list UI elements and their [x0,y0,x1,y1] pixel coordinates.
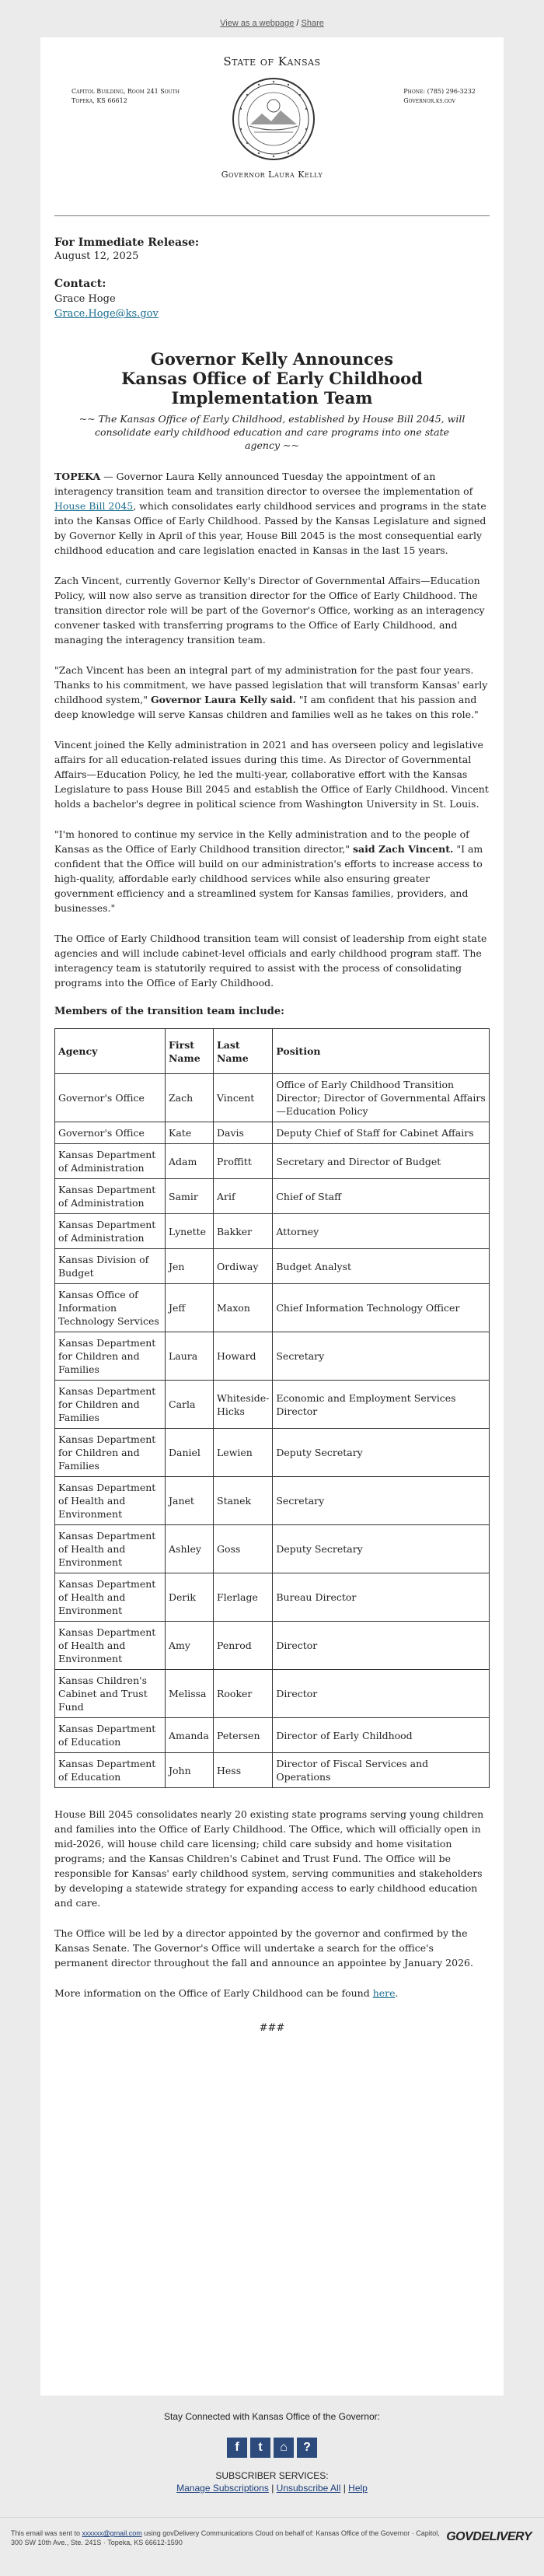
header-first-name: First Name [166,1029,214,1074]
release-label: For Immediate Release: [54,236,200,249]
cell-position: Deputy Secretary [273,1429,490,1477]
pipe-separator-1: | [268,2483,277,2494]
cell-first-name: Melissa [166,1670,214,1718]
cell-position: Director of Fiscal Services and Operations [273,1753,490,1788]
release-date: August 12, 2025 [54,250,139,262]
quote-governor-cont: "I am confident that his passion and deep knowledge will serve Kansas children and families well as he takes on this role." [54,694,479,720]
cell-position: Secretary and Director of Budget [273,1144,490,1179]
cell-first-name: Lynette [166,1214,214,1249]
cell-first-name: Amanda [166,1718,214,1753]
header-agency: Agency [55,1029,166,1074]
header-position: Position [273,1029,490,1074]
table-row [55,1074,490,1122]
table-row [55,1179,490,1214]
cell-position: Director [273,1622,490,1670]
cell-first-name: Janet [166,1477,214,1525]
cell-agency: Kansas Department for Children and Families [55,1429,166,1477]
more-info-link[interactable]: here [372,1987,396,1999]
table-row [55,1284,490,1332]
cell-agency: Kansas Department for Children and Families [55,1332,166,1381]
governor-name: Governor Laura Kelly [221,170,323,180]
paragraph-2: Zach Vincent, currently Governor Kelly's Director of Governmental Affairs—Education Policy, will now also serve as transition director for the Office of Early Childhood. The transition director role will be part of the Governor's Office, working as an interagency convener tasked with transferring programs to the Office of Early Childhood, and managing the interagency transition team. [54,575,485,646]
cell-first-name: Amy [166,1622,214,1670]
disclaimer-text-a: This email was sent to [11,2529,82,2537]
cell-agency: Governor's Office [55,1122,166,1144]
cell-position: Secretary [273,1332,490,1381]
cell-agency: Kansas Department of Administration [55,1214,166,1249]
share-icon[interactable]: ? [297,2438,317,2458]
table-body [55,1074,490,1788]
paragraph-1-text-a: — Governor Laura Kelly announced Tuesday the appointment of an interagency transition team and transition director to oversee the implementation of [54,471,473,497]
contact-email-link[interactable]: Grace.Hoge@ks.gov [54,308,159,320]
topbar-separator: / [294,19,302,28]
table-row [55,1122,490,1144]
cell-last-name: Howard [214,1332,273,1381]
cell-agency: Kansas Department of Administration [55,1144,166,1179]
paragraph-9 [54,1986,490,2000]
subheadline: ~~ The Kansas Office of Early Childhood, established by House Bill 2045, will consolidate early childhood education and care programs into one state agency ~~ [78,413,466,451]
cell-last-name: Davis [214,1122,273,1144]
cell-last-name: Arif [214,1179,273,1214]
quote-governor: "Zach Vincent has been an integral part of my administration for the past four years. Thanks to his commitment, we have passed legislation that will transform Kansas' early childhood system," [54,664,488,705]
cell-agency: Kansas Department of Health and Environment [55,1525,166,1573]
paragraph-1 [54,469,490,558]
table-row [55,1214,490,1249]
cell-agency: Kansas Department for Children and Families [55,1381,166,1429]
cell-position: Secretary [273,1477,490,1525]
social-icons [0,2438,544,2458]
table-row [55,1573,490,1622]
transition-team-table [54,1028,490,1788]
cell-last-name: Ordiway [214,1249,273,1284]
table-row [55,1144,490,1179]
govdelivery-logo[interactable]: GOVDELIVERY [446,2530,532,2543]
cell-agency: Kansas Department of Health and Environment [55,1622,166,1670]
cell-position: Office of Early Childhood Transition Director; Director of Governmental Affairs—Education Policy [273,1074,490,1122]
cell-first-name: Daniel [166,1429,214,1477]
paragraph-4: Vincent joined the Kelly administration in 2021 and has overseen policy and legislative affairs for all education-related issues during this time. As Director of Governmental Affairs—Education Policy, he led the multi-year, collaborative effort with the Kansas Legislature to pass House Bill 2045 and establish the Office of Early Childhood. Vincent holds a bachelor's degree in political science from Washington University in St. Louis. [54,739,489,810]
press-release-content [40,216,504,2034]
more-info-text: More information on the Office of Early Childhood can be found [54,1987,373,1999]
paragraph-5 [54,827,490,915]
contact-name: Grace Hoge [54,293,116,305]
cell-position: Director [273,1670,490,1718]
cell-last-name: Rooker [214,1670,273,1718]
kansas-seal-icon [231,76,316,162]
state-title: State of Kansas [223,54,321,68]
cell-last-name: Vincent [214,1074,273,1122]
cell-last-name: Lewien [214,1429,273,1477]
cell-first-name: Jen [166,1249,214,1284]
paragraph-3 [54,663,490,722]
cell-position: Attorney [273,1214,490,1249]
house-bill-link[interactable]: House Bill 2045 [54,500,134,512]
cell-position: Director of Early Childhood [273,1718,490,1753]
cell-first-name: Carla [166,1381,214,1429]
more-info-period: . [395,1987,399,1999]
cell-agency: Kansas Department of Health and Environment [55,1477,166,1525]
table-header-row [55,1029,490,1074]
cell-agency: Kansas Department of Education [55,1718,166,1753]
cell-agency: Governor's Office [55,1074,166,1122]
cell-position: Bureau Director [273,1573,490,1622]
cell-last-name: Flerlage [214,1573,273,1622]
pipe-separator-2: | [340,2483,349,2494]
address-block [71,87,180,106]
cell-last-name: Whiteside-Hicks [214,1381,273,1429]
cell-first-name: Kate [166,1122,214,1144]
cell-agency: Kansas Division of Budget [55,1249,166,1284]
subscriber-links [0,2483,544,2494]
table-row [55,1477,490,1525]
dateline: TOPEKA [54,471,101,482]
address-line-1: Capitol Building, Room 241 South [71,88,180,95]
website-text: Governor.ks.gov [403,97,455,104]
subscriber-services-label: SUBSCRIBER SERVICES: [215,2470,329,2481]
headline [62,349,482,408]
disclaimer-text-b: using govDelivery Communications Cloud on behalf of: Kansas Office of the Governor · Capitol, 300 SW 10th Ave., Ste. 241S · Topeka, KS 66612-1590 [11,2529,440,2546]
cell-first-name: Jeff [166,1284,214,1332]
cell-last-name: Proffitt [214,1144,273,1179]
table-row [55,1622,490,1670]
view-as-webpage-link[interactable]: View as a webpage [220,19,295,28]
quote-vincent-cont: "I am confident that the Office will build on our administration's efforts to increase access to high-quality, affordable early childhood services while also ensuring greater government efficiency and a streamlined system for Kansas families, providers, and businesses." [54,843,483,914]
twitter-icon[interactable]: t [250,2438,270,2458]
header-last-name: Last Name [214,1029,273,1074]
cell-agency: Kansas Department of Education [55,1753,166,1788]
headline-line-2: Kansas Office of Early Childhood [121,369,423,388]
vincent-attribution: said Zach Vincent. [352,843,454,855]
share-link[interactable]: Share [301,19,324,28]
phone-number: Phone: (785) 296-3232 [403,88,476,95]
table-row [55,1249,490,1284]
paragraph-7: House Bill 2045 consolidates nearly 20 existing state programs serving young children and families into the Office of Early Childhood. The Office, which will officially open in mid-2026, will house child care licensing; child care subsidy and home visitation programs; and the Kansas Children's Cabinet and Trust Fund. The Office will be responsible for Kansas' early childhood system, serving communities and stakeholders by developing a statewide strategy for expanding access to early childhood education and care. [54,1808,484,1909]
headline-line-1: Governor Kelly Announces [150,349,394,369]
cell-first-name: John [166,1753,214,1788]
cell-last-name: Bakker [214,1214,273,1249]
paragraph-6: The Office of Early Childhood transition team will consist of leadership from eight state agencies and will include cabinet-level officials and early childhood program staff. The interagency team is statutorily required to assist with the process of consolidating programs into the Office of Early Childhood. [54,933,487,989]
cell-position: Budget Analyst [273,1249,490,1284]
table-row [55,1332,490,1381]
contact-block [403,87,476,106]
quote-vincent: "I'm honored to continue my service in the Kelly administration and to the people of Kansas as the Office of Early Childhood transition director," [54,828,469,855]
cell-position: Deputy Secretary [273,1525,490,1573]
table-row [55,1525,490,1573]
home-icon[interactable]: ⌂ [274,2438,294,2458]
cell-last-name: Penrod [214,1622,273,1670]
top-bar [0,0,544,34]
table-row [55,1718,490,1753]
contact-label: Contact: [54,278,106,290]
stay-connected-text: Stay Connected with Kansas Office of the Governor: [164,2411,380,2422]
cell-position: Chief of Staff [273,1179,490,1214]
paragraph-1-text-b: , which consolidates early childhood services and programs in the state into the Kansas Office of Early Childhood. Passed by the Kansas Legislature and signed by Governor Kelly in April of this year, House Bill 2045 is the most consequential early childhood education and care legislation enacted in Kansas in the last 15 years. [54,500,486,556]
cell-first-name: Samir [166,1179,214,1214]
cell-first-name: Zach [166,1074,214,1122]
end-mark: ### [259,2022,285,2034]
cell-agency: Kansas Children's Cabinet and Trust Fund [55,1670,166,1718]
cell-position: Economic and Employment Services Director [273,1381,490,1429]
manage-subscriptions-link[interactable]: Manage Subscriptions [176,2483,269,2494]
cell-first-name: Laura [166,1332,214,1381]
unsubscribe-all-link[interactable]: Unsubscribe All [276,2483,341,2494]
disclaimer [11,2529,446,2547]
help-link[interactable]: Help [348,2483,368,2494]
table-row [55,1753,490,1788]
table-row [55,1670,490,1718]
bottom-bar [0,2517,544,2576]
cell-agency: Kansas Department of Administration [55,1179,166,1214]
headline-line-3: Implementation Team [171,388,373,408]
recipient-email-link[interactable]: xxxxxx@gmail.com [82,2529,142,2537]
cell-last-name: Petersen [214,1718,273,1753]
cell-last-name: Stanek [214,1477,273,1525]
cell-position: Deputy Chief of Staff for Cabinet Affairs [273,1122,490,1144]
cell-first-name: Adam [166,1144,214,1179]
team-heading: Members of the transition team include: [54,1006,284,1017]
cell-first-name: Ashley [166,1525,214,1573]
paragraph-8: The Office will be led by a director appointed by the governor and confirmed by the Kansas Senate. The Governor's Office will undertake a search for the office's permanent director throughout the fall and announce an appointee by January 2026. [54,1927,473,1969]
governor-attribution: Governor Laura Kelly said. [151,694,296,705]
table-row [55,1381,490,1429]
facebook-icon[interactable]: f [227,2438,247,2458]
letterhead [54,37,490,216]
cell-agency: Kansas Department of Health and Environment [55,1573,166,1622]
cell-last-name: Maxon [214,1284,273,1332]
table-row [55,1429,490,1477]
cell-position: Chief Information Technology Officer [273,1284,490,1332]
address-line-2: Topeka, KS 66612 [71,97,127,104]
cell-last-name: Hess [214,1753,273,1788]
email-card [40,37,504,2396]
cell-agency: Kansas Office of Information Technology Services [55,1284,166,1332]
cell-last-name: Goss [214,1525,273,1573]
cell-first-name: Derik [166,1573,214,1622]
